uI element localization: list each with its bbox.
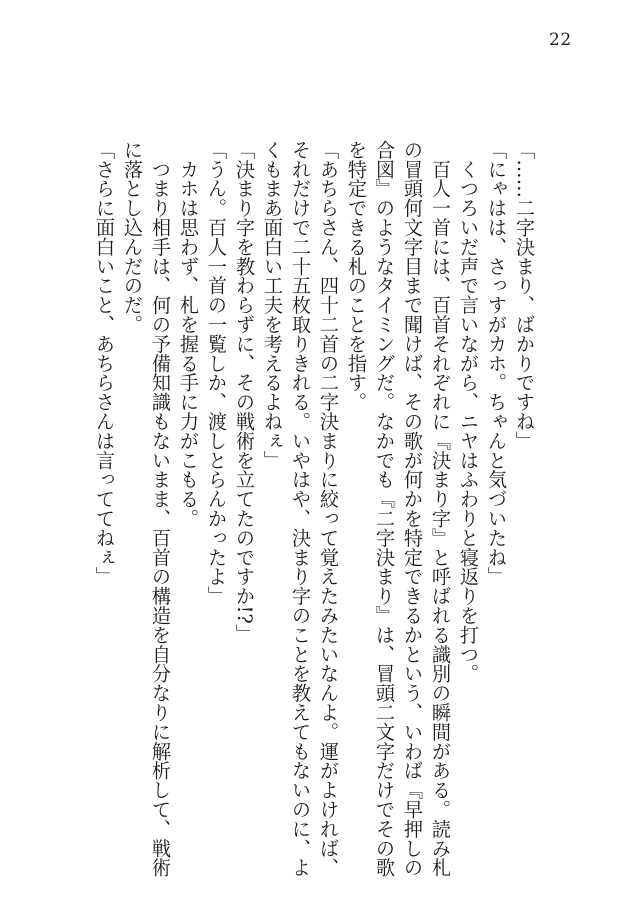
text-line: くもまあ面白い工夫を考えるよねぇ」 bbox=[261, 140, 284, 470]
text-line: の冒頭何文字目まで聞けば、その歌が何かを特定できるかという、いわば『早押しの bbox=[401, 140, 424, 878]
body-text bbox=[68, 140, 538, 878]
text-line: 「うん。百人一首の一覧しか、渡しとらんかったよ」 bbox=[205, 140, 228, 606]
text-line: 「……二字決まり、ばかりですね」 bbox=[513, 140, 536, 451]
text-line: それだけで二十五枚取りきれる。いやはや、決まり字のことを教えてもないのに、よ bbox=[289, 140, 312, 878]
text-line: カホは思わず、札を握る手に力がこもる。 bbox=[177, 140, 200, 528]
text-line: 「あちらさん、四十二首の二字決まりに絞って覚えたみたいなんよ。運がよければ、 bbox=[317, 140, 340, 878]
text-line: 「決まり字を教わらずに、その戦術を立てたのですか!?」 bbox=[233, 140, 256, 644]
text-line: 「にゃはは、さっすがカホ。ちゃんと気づいたね」 bbox=[485, 140, 508, 587]
text-line: つまり相手は、何の予備知識もないまま、百首の構造を自分なりに解析して、戦術 bbox=[149, 140, 172, 878]
text-line: に落とし込んだのだ。 bbox=[121, 140, 144, 334]
text-line: 百人一首には、百首それぞれに『決まり字』と呼ばれる識別の瞬間がある。読み札 bbox=[429, 140, 452, 878]
text-line: くつろいだ声で言いながら、ニヤはふわりと寝返りを打つ。 bbox=[457, 140, 480, 684]
text-line: を特定できる札のことを指す。 bbox=[345, 140, 368, 412]
text-line: 合図』のようなタイミングだ。なかでも『二字決まり』は、冒頭二文字だけでその歌 bbox=[373, 140, 396, 878]
page-number: 22 bbox=[549, 30, 572, 50]
text-line: 「さらに面白いこと、あちらさんは言っててねぇ」 bbox=[93, 140, 116, 587]
